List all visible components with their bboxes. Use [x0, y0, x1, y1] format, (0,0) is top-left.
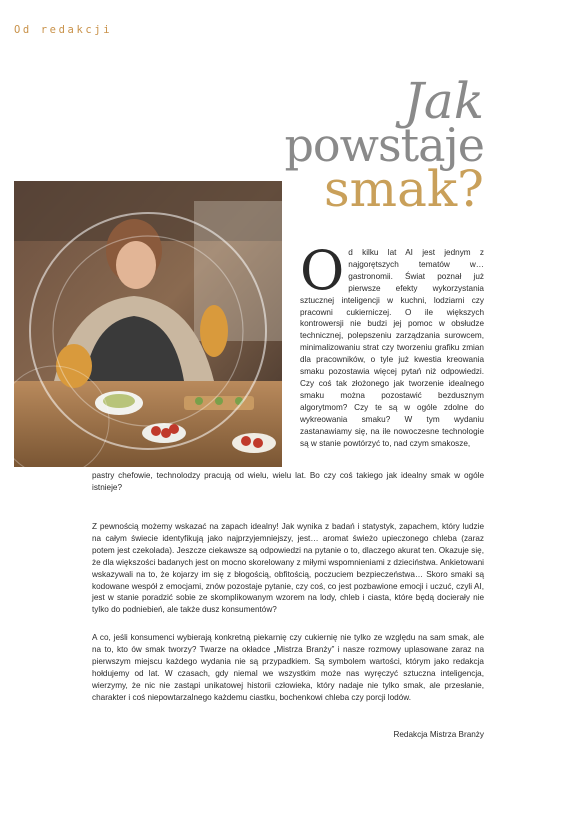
article-photo	[14, 181, 282, 467]
drop-cap: O	[300, 239, 345, 302]
section-label: Od redakcji	[14, 24, 113, 36]
headline-line-2: powstaje	[284, 118, 484, 172]
article-intro-column	[300, 239, 484, 449]
kitchen-photo-illustration	[14, 181, 282, 467]
article-intro-text: d kilku lat AI jest jednym z najgorętszych tematów w… gastronomii. Świat poznał już pierwsze efekty wykorzystania sztucznej inteligencji w kuchni, lodziarni czy pracowni cukierniczej. O ile większych kontrowersji nie budzi jej pomoc w obsłudze technicznej, polepszeniu zarządzania surowcem, minimalizowaniu strat czy tworzeniu grafiku zmian dla pracowników, o tyle już kwestia kreowania smaku pozostawia więcej pytań niż odpowiedzi. Czy coś tak złożonego jak tworzenie idealnego smaku można pozostawić bezdusznym algorytmom? Czy te są w ogóle zdolne do wykreowania smaku? W tym wydaniu zastanawiamy się, na ile nowoczesne technologie są w stanie powtórzyć to, nad czym smakosze,	[300, 248, 484, 448]
headline-line-3: smak?	[324, 160, 484, 219]
article-intro-continuation: pastry chefowie, technolodzy pracują od wielu, wielu lat. Bo czy coś takiego jak idealny smak w ogóle istnieje?	[92, 471, 484, 492]
article-paragraph-2: Z pewnością możemy wskazać na zapach idealny! Jak wynika z badań i statystyk, zapachem, który ludzie na całym świecie identyfikują jako najprzyjemniejszy, jest… aromat świeżo upieczonego chleba (zaraz potem jest czekolada). Jeszcze ciekawsze są odpowiedzi na pytanie o to, dlaczego akurat ten. Okazuje się, że dla większości badanych jest on mocno skorelowany z miłymi wspomnieniami z dzieciństwa. Ankietowani wskazywali na to, że kojarzy im się z błogością, obfitością, poczuciem bezpieczeństwa… Skoro smaki są kodowane wespół z emocjami, znów pozostaje pytanie, czy coś, co jest pozbawione emocji i uczuć, czyli AI, jest w stanie poradzić sobie ze skomplikowanym wzorem na lody, chleb i ciasta, które będą docierały nie tylko do podniebień, ale także dusz konsumentów?	[92, 522, 484, 615]
editorial-signature: Redakcja Mistrza Branży	[393, 730, 484, 739]
article-paragraph-3: A co, jeśli konsumenci wybierają konkretną piekarnię czy cukiernię nie tylko ze względu na sam smak, ale na to, kto ów smak tworzy? Twarze na okładce „Mistrza Branży” i naszе rozmowy uplasowane zaraz na pierwszym miejscu każdego wydania nie są przypadkiem. Są symbolem wartości, którym jako redakcja hołdujemy od lat. W czasach, gdy niemal we wszystkim może nas wyręczyć sztuczna inteligencja, wierzymy, że nic nie zastąpi unikatowej historii człowieka, który nadaje nie tylko smak, ale przesłanie, charakter i coś niepowtarzalnego każdemu ciastku, bochenkowi chleba czy porcji lodów.	[92, 633, 484, 702]
article-headline	[284, 72, 484, 219]
headline-line-1: Jak	[403, 72, 484, 130]
